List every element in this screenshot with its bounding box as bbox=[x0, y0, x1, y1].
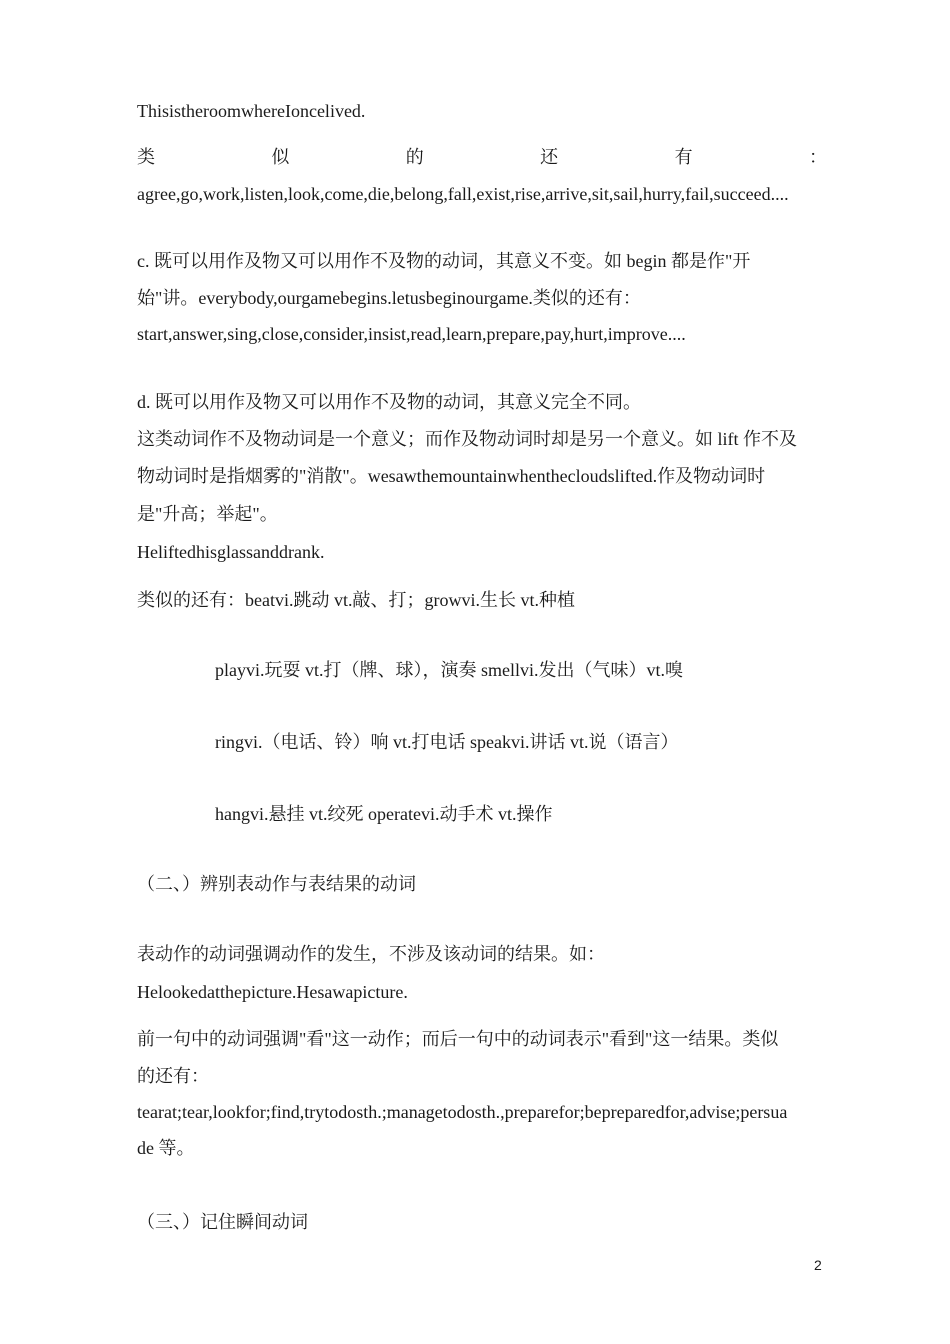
section-2-explanation-line-1: 前一句中的动词强调"看"这一动作；而后一句中的动词表示"看到"这一结果。类似 bbox=[137, 1029, 779, 1049]
similar-list-intro: 类似的还有：beatvi.跳动 vt.敲、打；growvi.生长 vt.种植 bbox=[137, 590, 575, 610]
paragraph-d-line-1: 这类动词作不及物动词是一个意义；而作及物动词时却是另一个意义。如 lift 作不及 bbox=[137, 429, 797, 449]
verb-pair-line: playvi.玩耍 vt.打（牌、球），演奏 smellvi.发出（气味）vt.嗅 bbox=[215, 660, 683, 680]
example-sentence: ThisistheroomwhereIoncelived. bbox=[137, 101, 366, 121]
section-2-paragraph: 表动作的动词强调动作的发生，不涉及该动词的结果。如： bbox=[137, 944, 605, 964]
paragraph-d-line-3: 是"升高；举起"。 bbox=[137, 504, 278, 524]
heading-char: ： bbox=[808, 147, 827, 167]
paragraph-c-line-2: 始"讲。everybody,ourgamebegins.letusbeginourgame.类似的还有： bbox=[137, 288, 641, 308]
paragraph-d-heading: d. 既可以用作及物又可以用作不及物的动词，其意义完全不同。 bbox=[137, 392, 641, 412]
word-list-intransitive: agree,go,work,listen,look,come,die,belong,fall,exist,rise,arrive,sit,sail,hurry,fail,succeed.... bbox=[137, 184, 789, 204]
word-list-action-result-end: de 等。 bbox=[137, 1138, 195, 1158]
paragraph-d-line-2: 物动词时是指烟雾的"消散"。wesawthemountainwhenthecloudslifted.作及物动词时 bbox=[137, 466, 766, 486]
heading-char: 有 bbox=[674, 147, 693, 167]
heading-char: 似 bbox=[271, 147, 290, 167]
verb-pair-line: ringvi.（电话、铃）响 vt.打电话 speakvi.讲话 vt.说（语言） bbox=[215, 732, 679, 752]
section-heading-2: （二、）辨别表动作与表结果的动词 bbox=[137, 874, 416, 894]
verb-pair-line: hangvi.悬挂 vt.绞死 operatevi.动手术 vt.操作 bbox=[215, 804, 553, 824]
word-list-action-result: tearat;tear,lookfor;find,trytodosth.;managetodosth.,preparefor;bepreparedfor,advise;persua bbox=[137, 1102, 788, 1122]
word-list-both: start,answer,sing,close,consider,insist,read,learn,prepare,pay,hurt,improve.... bbox=[137, 324, 686, 344]
page-number: 2 bbox=[814, 1257, 822, 1273]
similar-words-heading bbox=[137, 146, 827, 168]
heading-char: 的 bbox=[405, 147, 424, 167]
heading-char: 类 bbox=[137, 147, 155, 167]
example-sentence: Heliftedhisglassanddrank. bbox=[137, 542, 325, 562]
section-2-explanation-line-2: 的还有： bbox=[137, 1066, 209, 1086]
section-heading-3: （三、）记住瞬间动词 bbox=[137, 1212, 308, 1232]
paragraph-c-line-1: c. 既可以用作及物又可以用作不及物的动词，其意义不变。如 begin 都是作"开 bbox=[137, 251, 751, 271]
example-sentence: Helookedatthepicture.Hesawapicture. bbox=[137, 982, 408, 1002]
heading-char: 还 bbox=[540, 147, 559, 167]
